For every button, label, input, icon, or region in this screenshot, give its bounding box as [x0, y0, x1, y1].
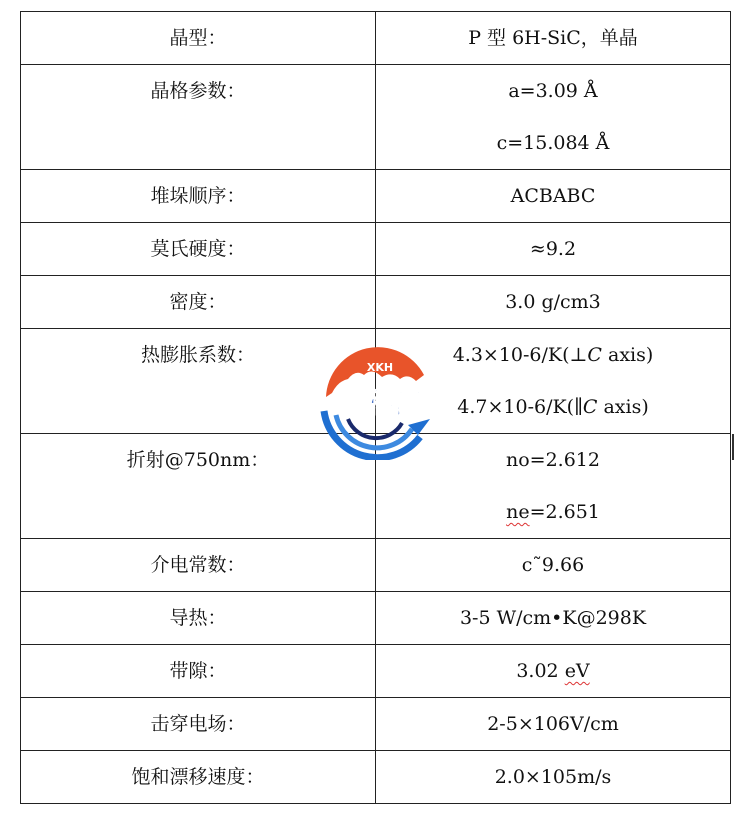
table-row: [21, 170, 731, 223]
row-value: [376, 223, 731, 276]
value-text: 2.0×105m/s: [494, 766, 612, 788]
row-value: [376, 170, 731, 223]
row-label: [21, 12, 376, 65]
table-row: [21, 65, 731, 170]
value-suffix: =2.651: [529, 501, 600, 523]
label-text: 带隙：: [169, 660, 227, 682]
row-value: [376, 12, 731, 65]
row-label: [21, 698, 376, 751]
value-text: [376, 645, 730, 697]
label-text: 堆垛顺序：: [150, 185, 246, 207]
text-cursor: [732, 434, 734, 460]
row-value: [376, 751, 731, 804]
value-text: 3-5 W/cm•K@298K: [459, 607, 647, 629]
row-value: [376, 645, 731, 698]
row-value: [376, 698, 731, 751]
xkh-logo: [320, 345, 436, 460]
value-number: 3.02: [516, 660, 565, 682]
label-text: 击穿电场：: [150, 713, 246, 735]
ev-unit: eV: [564, 660, 590, 682]
label-text: 饱和漂移速度：: [131, 766, 265, 788]
row-label: [21, 751, 376, 804]
table-row: [21, 592, 731, 645]
logo-blue-ring-inner: [348, 419, 402, 438]
logo-brand-text: 鑫科汇: [337, 387, 423, 420]
row-label: [21, 65, 376, 170]
logo-small-text: XKH: [366, 361, 394, 374]
axis-suffix: axis): [601, 344, 654, 366]
value-text: 2-5×106V/cm: [487, 713, 619, 735]
label-text: 折射@750nm：: [126, 449, 270, 471]
table-row: [21, 276, 731, 329]
value-text: no=2.612: [506, 449, 600, 471]
table-row: [21, 645, 731, 698]
row-value: [376, 592, 731, 645]
c-axis-symbol: C: [582, 396, 598, 418]
value-prefix: 4.3×10-6/K(⊥: [452, 344, 588, 366]
label-text: 晶格参数：: [150, 80, 246, 102]
ne-symbol: ne: [506, 501, 530, 523]
c-axis-symbol: C: [587, 344, 602, 366]
value-text: c=15.084 Å: [496, 132, 610, 154]
label-text: 莫氏硬度：: [150, 238, 246, 260]
row-value: [376, 276, 731, 329]
label-text: 密度：: [169, 291, 227, 313]
value-text: P 型 6H-SiC，单晶: [468, 27, 638, 49]
row-label: [21, 539, 376, 592]
label-text: 介电常数：: [150, 554, 246, 576]
label-text: 晶型：: [169, 27, 227, 49]
axis-suffix: axis): [597, 396, 649, 418]
label-text: 热膨胀系数：: [140, 344, 255, 366]
row-label: [21, 276, 376, 329]
row-label: [21, 170, 376, 223]
value-text: c˜9.66: [521, 554, 585, 576]
row-label: [21, 645, 376, 698]
table-row: [21, 223, 731, 276]
table-row: [21, 698, 731, 751]
value-text: ACBABC: [510, 185, 596, 207]
row-value: [376, 65, 731, 170]
value-text: 3.0 g/cm3: [505, 291, 601, 313]
table-row: [21, 751, 731, 804]
row-label: [21, 223, 376, 276]
table-row: [21, 12, 731, 65]
value-prefix: 4.7×10-6/K(∥: [457, 396, 583, 418]
value-text: ≈9.2: [529, 238, 577, 260]
label-text: 导热：: [169, 607, 227, 629]
row-value: [376, 539, 731, 592]
value-text: [376, 486, 730, 538]
table-row: [21, 539, 731, 592]
value-text: a=3.09 Å: [508, 80, 598, 102]
row-label: [21, 592, 376, 645]
